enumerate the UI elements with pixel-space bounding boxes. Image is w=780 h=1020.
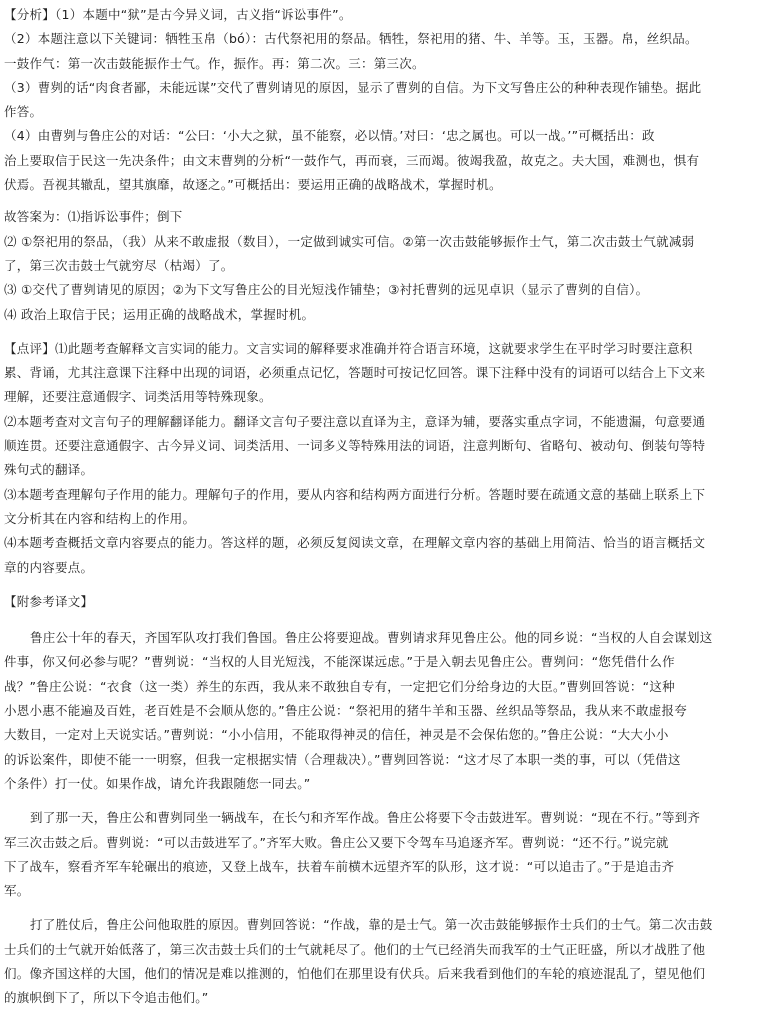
- comment-line: ⑷本题考查概括文章内容要点的能力。答这样的题，必须反复阅读文章，在理解文章内容的基础上用简洁、恰当的语言概括文: [4, 535, 706, 551]
- analysis-line: （2）本题注意以下关键词：牺牲玉帛（bó）：古代祭祀用的祭品。牺牲，祭祀用的猪、牛、羊等。玉，玉器。帛，丝织品。: [4, 31, 698, 47]
- comment-line: 殊句式的翻译。: [4, 462, 94, 478]
- answer-line: 了，第三次击鼓士气就穷尽（枯竭）了。: [4, 257, 234, 273]
- translation-line: 大数目，一定对上天说实话。”曹刿说：“小小信用，不能取得神灵的信任，神灵是不会保佑您的。”鲁庄公说：“大大小小: [4, 727, 669, 743]
- translation-line: 军三次击鼓之后。曹刿说：“可以击鼓进军了。”齐军大败。鲁庄公又要下令驾车马追逐齐军。曹刿说：“还不行。”说完就: [4, 834, 669, 850]
- translation-paragraph-3: [4, 913, 776, 1010]
- translation-line: 小恩小惠不能遍及百姓，老百姓是不会顺从您的。”鲁庄公说：“祭祀用的猪牛羊和玉器、丝织品等祭品，我从来不敢虚报夸: [4, 703, 687, 719]
- translation-line: 士兵们的士气就开始低落了，第三次击鼓士兵们的士气就耗尽了。他们的士气已经消失而我军的士气正旺盛，所以才战胜了他: [4, 941, 706, 957]
- translation-heading: 【附参考译文】: [4, 593, 94, 609]
- comment-line: 顺连贯。还要注意通假字、古今异义词、词类活用、一词多义等特殊用法的词语，注意判断句、省略句、被动句、倒装句等特: [4, 438, 706, 454]
- analysis-line: 治上要取信于民这一先决条件；由文末曹刿的分析“一鼓作气，再而衰，三而竭。彼竭我盈，故克之。夫大国，难测也，惧有: [4, 152, 700, 168]
- analysis-line: （4）由曹刿与鲁庄公的对话：“公曰：‘小大之狱，虽不能察，必以情。’对曰：‘忠之属也。可以一战。’”可概括出：政: [4, 128, 655, 144]
- answer-line: ⑷ 政治上取信于民；运用正确的战略战术，掌握时机。: [4, 306, 315, 322]
- analysis-line: 【分析】（1）本题中“狱”是古今异义词，古义指“诉讼事件”。: [4, 7, 352, 22]
- answer-line: ⑵ ①祭祀用的祭品，（我）从来不敢虚报（数目），一定做到诚实可信。②第一次击鼓能够振作士气，第二次击鼓士气就减弱: [4, 233, 695, 249]
- translation-section: [4, 590, 776, 1011]
- translation-line: 件事，你又何必参与呢？”曹刿说：“当权的人目光短浅，不能深谋远虑。”于是入朝去见鲁庄公。曹刿问：“您凭借什么作: [4, 654, 675, 670]
- translation-line: 到了那一天，鲁庄公和曹刿同坐一辆战车，在长勺和齐军作战。鲁庄公将要下令击鼓进军。曹刿说：“现在不行。”等到齐: [30, 810, 701, 826]
- answer-line: ⑶ ①交代了曹刿请见的原因；②为下文写鲁庄公的目光短浅作铺垫；③衬托曹刿的远见卓识（显示了曹刿的自信）。: [4, 282, 649, 298]
- translation-paragraph-2: [4, 806, 776, 903]
- analysis-line: 一鼓作气：第一次击鼓能振作士气。作，振作。再：第二次。三：第三次。: [4, 55, 425, 71]
- analysis-line: （3）曹刿的话“肉食者鄙，未能远谋”交代了曹刿请见的原因，显示了曹刿的自信。为下文写鲁庄公的种种表现作铺垫。据此: [4, 79, 702, 95]
- comment-line: 【点评】⑴此题考查解释文言实词的能力。文言实词的解释要求准确并符合语言环境，这就要求学生在平时学习时要注意积: [4, 340, 693, 356]
- comment-line: 理解，还要注意通假字、词类活用等特殊现象。: [4, 389, 272, 405]
- comment-line: ⑶本题考查理解句子作用的能力。理解句子的作用，要从内容和结构两方面进行分析。答题时要在疏通文意的基础上联系上下: [4, 486, 706, 502]
- translation-line: 打了胜仗后，鲁庄公问他取胜的原因。曹刿回答说：“作战，靠的是士气。第一次击鼓能够振作士兵们的士气。第二次击鼓: [30, 917, 713, 933]
- translation-line: 的旗帜倒下了，所以下令追击他们。”: [4, 990, 209, 1006]
- translation-line: 鲁庄公十年的春天，齐国军队攻打我们鲁国。鲁庄公将要迎战。曹刿请求拜见鲁庄公。他的同乡说：“当权的人自会谋划这: [30, 630, 713, 646]
- comment-section: [4, 337, 776, 580]
- translation-line: 们。像齐国这样的大国，他们的情况是难以推测的，怕他们在那里设有伏兵。后来我看到他们的车轮的痕迹混乱了，望见他们: [4, 965, 706, 981]
- analysis-line: 伏焉。吾视其辙乱，望其旗靡，故逐之。”可概括出：要运用正确的战略战术，掌握时机。: [4, 177, 502, 193]
- translation-line: 战？”鲁庄公说：“衣食（这一类）养生的东西，我从来不敢独自专有，一定把它们分给身边的大臣。”曹刿回答说：“这种: [4, 678, 675, 694]
- translation-line: 的诉讼案件，即使不能一一明察，但我一定根据实情（合理裁决）。”曹刿回答说：“这才尽了本职一类的事，可以（凭借这: [4, 751, 681, 767]
- translation-line: 下了战车，察看齐军车轮碾出的痕迹，又登上战车，扶着车前横木远望齐军的队形，这才说：“可以追击了。”于是追击齐: [4, 858, 675, 874]
- comment-line: ⑵本题考查对文言句子的理解翻译能力。翻译文言句子要注意以直译为主，意译为辅，要落实重点字词，不能遗漏，句意要通: [4, 413, 706, 429]
- answer-line: 故答案为：⑴指诉讼事件；倒下: [4, 209, 183, 225]
- translation-line: 个条件）打一仗。如果作战，请允许我跟随您一同去。”: [4, 775, 311, 791]
- comment-line: 累、背诵，尤其注意课下注释中出现的词语，必须重点记忆，答题时可按记忆回答。课下注释中没有的词语可以结合上下文来: [4, 365, 706, 381]
- analysis-line: 作答。: [4, 104, 43, 120]
- comment-line: 章的内容要点。: [4, 559, 94, 575]
- translation-line: 军。: [4, 883, 30, 899]
- comment-line: 文分析其在内容和结构上的作用。: [4, 510, 196, 526]
- translation-paragraph-1: [4, 626, 776, 796]
- analysis-section: [4, 3, 776, 197]
- answer-section: [4, 205, 776, 326]
